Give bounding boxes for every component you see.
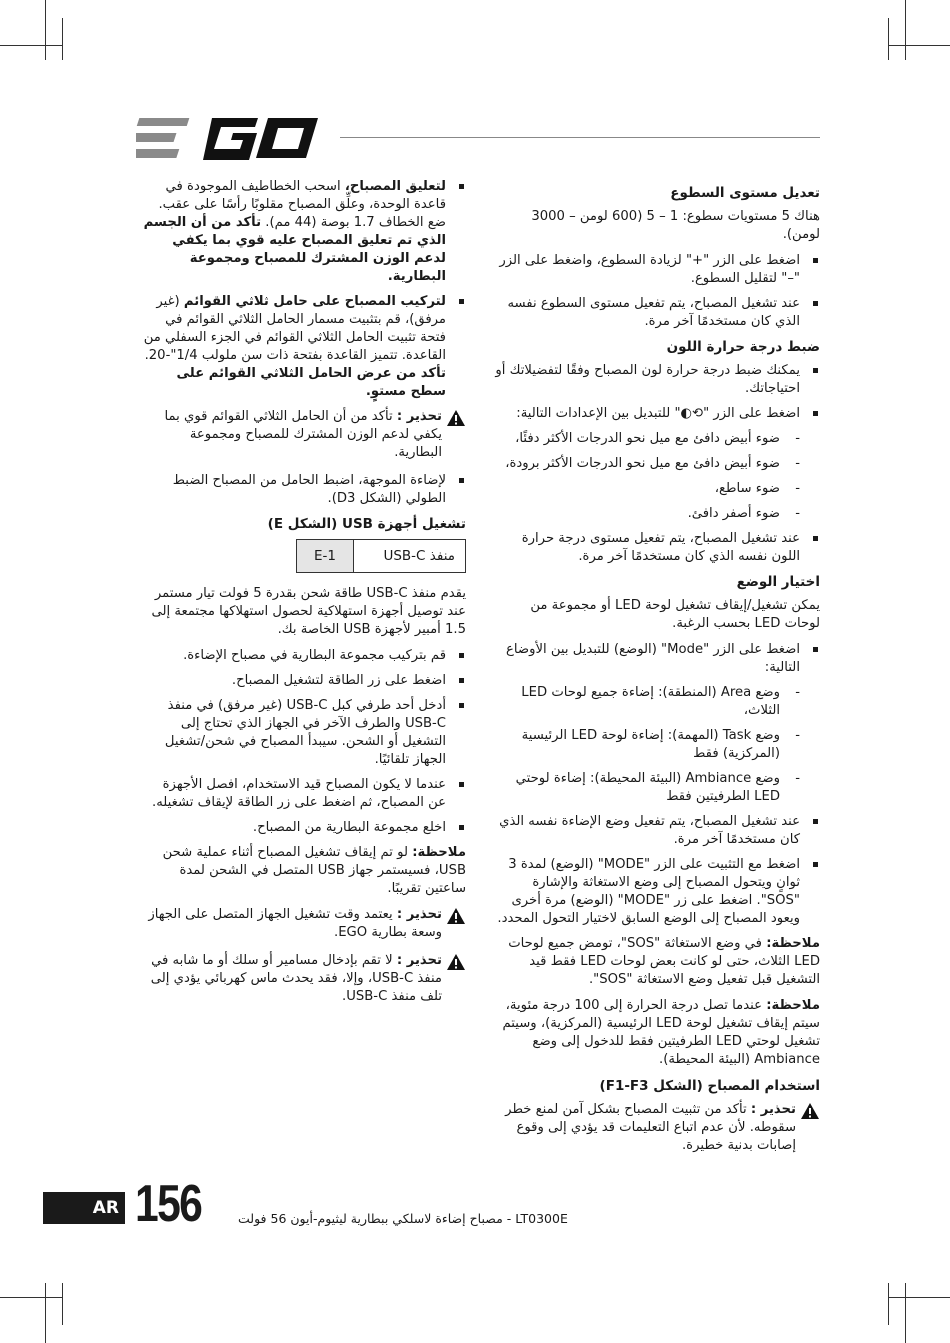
warning-text: تأكد من أن الحامل الثلاثي القوائم قوي بما يكفي لدعم الوزن المشترك للمصباح ومجموعة البطارية. <box>164 409 442 460</box>
crop-mark <box>62 18 63 60</box>
list-item: عند تشغيل المصباح، يتم تفعيل مستوى السطوع نفسه الذي كان مستخدمًا آخر مرة. <box>495 295 820 331</box>
note-text: في وضع الاستغاثة "SOS"، تومض جميع لوحات LED الثلاث، حتى لو كانت بعض لوحات LED فقط قيد التشغيل قبل تفعيل وضع الاستغاثة "SOS". <box>508 936 820 987</box>
table-row <box>297 540 466 573</box>
warning-label: تحذير : <box>396 953 442 968</box>
list-item: - وضع Area (المنطقة): إضاءة جميع لوحات LED الثلاث، <box>495 684 802 720</box>
brightness-intro: هناك 5 مستويات سطوع: 1 – 5 (600 لومن – 3000 لومن). <box>531 209 820 242</box>
color-temp-after <box>495 530 820 566</box>
warning-label: تحذير : <box>396 907 442 922</box>
heading-usage: استخدام المصباح (الشكل F1-F3) <box>599 1078 820 1094</box>
note-label: ملاحظة: <box>766 936 820 951</box>
crop-mark <box>888 18 889 60</box>
list-item: عندما لا يكون المصباح قيد الاستخدام، افصل الأجهزة عن المصباح، ثم اضغط على زر الطاقة لإيقاف تشغيله. <box>141 776 466 812</box>
warning-tripod <box>141 408 466 462</box>
item-text: (غير مرفق)، قم بتثبيت مسمار الحامل الثلاثي القوائم في فتحة تثبيت الحامل الثلاثي القوائم في الجزء السفلي من القاعدة. تتميز القاعدة بفتحة ذات سن ملولب 1/4"-20. <box>143 294 446 363</box>
crop-mark <box>0 45 62 46</box>
note-text: لو تم إيقاف تشغيل المصباح أثناء عملية شحن USB، فسيستمر جهاز USB المتصل في الشحن لمدة ساعتين تقريبًا. <box>162 845 466 896</box>
right-column <box>495 178 820 1165</box>
mode-list <box>495 641 820 677</box>
warning-text: يعتمد وقت تشغيل الجهاز المتصل على الجهاز وسعة بطارية EGO. <box>148 907 442 940</box>
list-item: عند تشغيل المصباح، يتم تفعيل وضع الإضاءة نفسه الذي كان مستخدمًا آخر مرة. <box>495 813 820 849</box>
list-item: - ضوء أبيض دافئ مع ميل نحو الدرجات الأكثر دفئًا، <box>495 430 802 448</box>
warning-icon <box>446 953 466 971</box>
list-item: يمكنك ضبط درجة حرارة لون المصباح وفقًا لتفضيلاتك أو احتياجاتك. <box>495 362 820 398</box>
ego-logo <box>136 116 326 160</box>
warning-runtime <box>141 906 466 942</box>
mode-options <box>495 684 820 806</box>
bold-tail: تأكد من عرض الحامل الثلاثي القوائم على سطح مستوٍ. <box>176 366 446 399</box>
warning-label: تحذير : <box>396 409 442 424</box>
color-temp-options <box>495 430 820 523</box>
list-item: اضغط مع التثبيت على الزر "MODE" (الوضع) لمدة 3 ثوانٍ ويتحول المصباح إلى وضع الاستغاثة والإشارة "SOS". اضغط على زر "MODE" (الوضع) مرة أخرى ويعود المصباح إلى الوضع السابق لاختيار التحول المحدد. <box>495 856 820 928</box>
warning-icon <box>800 1102 820 1120</box>
bold-tail: تأكد من أن الجسم الذي تم تعليق المصباح عليه قوي بما يكفي لدعم الوزن المشترك للمصباح ومجموعة البطارية. <box>143 215 446 284</box>
mounting-list <box>141 178 466 401</box>
usb-intro: يقدم منفذ USB-C طاقة شحن بقدرة 5 فولت تيار مستمر عند توصيل أجهزة استهلاكية لحصول استهلاكها مجتمعة إلى 1.5 أمبير لأجهزة USB الخاصة بك. <box>151 586 466 637</box>
crop-mark <box>45 0 46 60</box>
item-text: اسحب الخطاطيف الموجودة في قاعدة الوحدة، وعلِّق المصباح مقلوبًا رأسًا على عقب. ضع الخطاف 1.7 بوصة (44 مم). <box>158 179 446 230</box>
list-item: عند تشغيل المصباح، يتم تفعيل مستوى درجة حرارة اللون نفسه الذي كان مستخدمًا آخر مرة. <box>495 530 820 566</box>
warning-text: لا تقم بإدخال مسامير أو سلك أو ما شابه في منفذ USB-C، وإلا، فقد يحدث ماس كهربائي يؤدي إلى تلف منفذ USB-C. <box>150 953 442 1004</box>
list-item: اضغط على الزر "Mode" (الوضع) للتبديل بين الأوضاع التالية: <box>495 641 820 677</box>
list-item: اضغط على الزر "+" لزيادة السطوع، واضغط على الزر "–" لتقليل السطوع. <box>495 252 820 288</box>
lighting-list <box>141 472 466 508</box>
heading-usb: تشغيل أجهزة USB (الشكل E) <box>267 516 466 532</box>
crop-mark <box>888 1283 889 1325</box>
crop-mark <box>905 1283 906 1343</box>
usb-code: E-1 <box>297 540 354 573</box>
mode-intro: يمكن تشغيل/إيقاف تشغيل لوحة LED أو مجموعة من لوحات LED بحسب الرغبة. <box>530 598 820 631</box>
usb-name: منفذ USB-C <box>354 540 466 573</box>
list-item: اضغط على زر الطاقة لتشغيل المصباح. <box>141 672 466 690</box>
heading-brightness: تعديل مستوى السطوع <box>670 185 820 201</box>
color-temp-list <box>495 362 820 423</box>
usb-table <box>296 539 466 573</box>
warning-usb-port <box>141 952 466 1006</box>
list-item: - ضوء أبيض دافئ مع ميل نحو الدرجات الأكثر برودة، <box>495 455 802 473</box>
left-column <box>141 178 466 1016</box>
page-number: 156 <box>135 1175 202 1233</box>
list-item: لإضاءة الموجهة، اضبط الحامل من المصباح الضبط الطولي (الشكل D3). <box>141 472 466 508</box>
note-temperature <box>495 997 820 1069</box>
footer-text: LT0300E - مصباح إضاءة لاسلكي ببطارية ليثيوم-أيون 56 فولت <box>238 1211 568 1226</box>
list-item: - ضوء أصفر دافئ. <box>495 505 802 523</box>
list-item <box>141 293 466 401</box>
list-item <box>141 178 466 286</box>
note-usb <box>141 844 466 898</box>
list-item: أدخل أحد طرفي كبل USB-C (غير مرفق) في منفذ USB-C والطرف الآخر في الجهاز الذي تحتاج إلى التشغيل أو الشحن. سيبدأ المصباح في شحن/تشغيل الجهاز تلقائيًا. <box>141 697 466 769</box>
note-text: عندما تصل درجة الحرارة إلى 100 درجة مئوية، سيتم إيقاف تشغيل لوحة LED الرئيسية (المركزية)، وسيتم تشغيل لوحتي LED الطرفيتين فقط للدخول إلى وضع Ambiance (البيئة المحيطة). <box>502 998 820 1067</box>
crop-mark <box>888 1297 950 1298</box>
warning-icon <box>446 409 466 427</box>
warning-mounting <box>495 1101 820 1155</box>
list-item: - ضوء ساطع، <box>495 480 802 498</box>
crop-mark <box>45 1283 46 1343</box>
heading-color-temp: ضبط درجة حرارة اللون <box>666 339 820 355</box>
list-item: - وضع Task (المهمة): إضاءة لوحة LED الرئيسية (المركزية) فقط <box>495 727 802 763</box>
crop-mark <box>62 1283 63 1325</box>
warning-text: تأكد من تثبيت المصباح بشكل آمن لمنع خطر سقوطه. لأن عدم اتباع التعليمات قد يؤدي إلى وقوع إصابات بدنية خطيرة. <box>505 1102 796 1153</box>
language-badge: AR <box>43 1192 125 1224</box>
bold-lead: لتركيب المصباح على حامل ثلاثي القوائم <box>183 294 446 309</box>
mode-list-2 <box>495 813 820 928</box>
bold-lead: لتعليق المصباح، <box>344 179 446 194</box>
crop-mark <box>905 0 906 60</box>
heading-mode: اختيار الوضع <box>736 574 820 590</box>
usb-steps <box>141 647 466 837</box>
brightness-list <box>495 252 820 331</box>
list-item: اخلع مجموعة البطارية من المصباح. <box>141 819 466 837</box>
note-label: ملاحظة: <box>766 998 820 1013</box>
warning-icon <box>446 907 466 925</box>
note-label: ملاحظة: <box>412 845 466 860</box>
crop-mark <box>0 1297 62 1298</box>
list-item: قم بتركيب مجموعة البطارية في مصباح الإضاءة. <box>141 647 466 665</box>
list-item: - وضع Ambiance (البيئة المحيطة): إضاءة لوحتي LED الطرفيتين فقط <box>495 770 802 806</box>
warning-label: تحذير : <box>750 1102 796 1117</box>
note-sos <box>495 935 820 989</box>
header-rule <box>340 137 820 138</box>
brand-text: EGO <box>136 116 139 117</box>
crop-mark <box>888 45 950 46</box>
list-item: اضغط على الزر "⟲◐" للتبديل بين الإعدادات التالية: <box>495 405 820 423</box>
